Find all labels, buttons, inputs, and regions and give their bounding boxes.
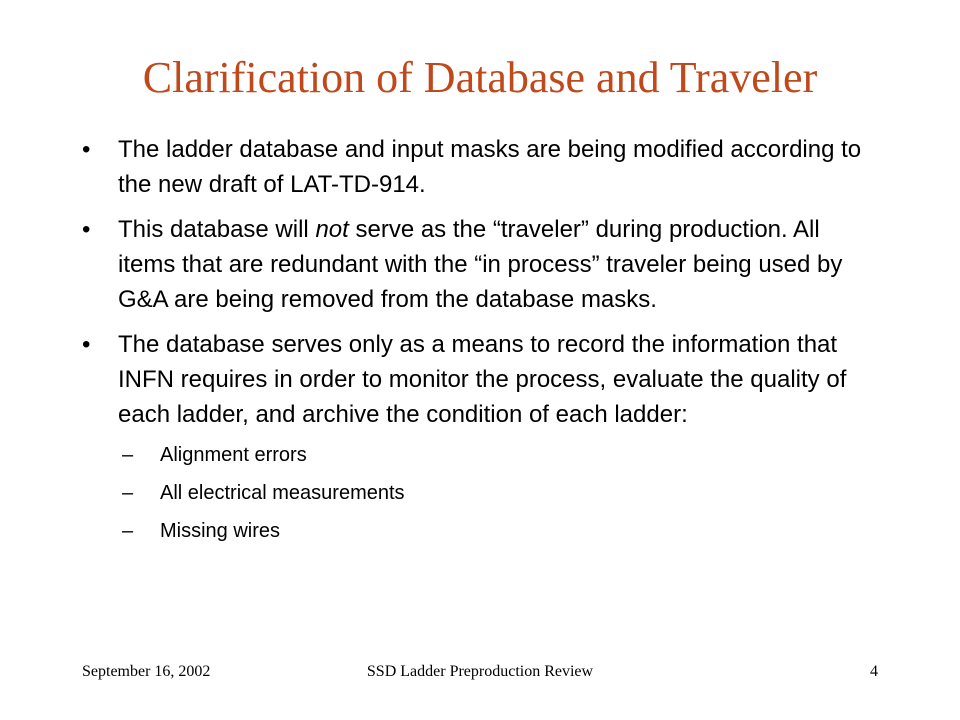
bullet-marker: • xyxy=(82,331,91,358)
footer-page-number: 4 xyxy=(870,663,878,680)
sub-marker: – xyxy=(122,520,134,542)
footer-date: September 16, 2002 xyxy=(82,663,211,680)
bullet-item-1 xyxy=(82,132,882,202)
slide-body xyxy=(82,132,882,556)
bullet-item-3 xyxy=(82,327,882,432)
bullet-text-after: serve as the “traveler” during production. All items that are redundant with the “in process” traveler being used by G&A are being removed from the database masks. xyxy=(118,216,843,313)
sub-list xyxy=(82,442,882,544)
sub-item-text: Alignment errors xyxy=(160,444,307,466)
sub-marker: – xyxy=(122,482,134,504)
sub-item-electrical-measurements xyxy=(82,480,882,506)
bullet-marker: • xyxy=(82,136,91,163)
bullet-marker: • xyxy=(82,216,91,243)
bullet-text: The database serves only as a means to record the information that INFN requires in order to monitor the process, evaluate the quality of each ladder, and archive the condition of each ladder: xyxy=(118,331,847,428)
bullet-item-2 xyxy=(82,212,882,317)
sub-item-alignment-errors xyxy=(82,442,882,468)
sub-item-text: All electrical measurements xyxy=(160,482,405,504)
footer-title: SSD Ladder Preproduction Review xyxy=(366,663,594,680)
sub-marker: – xyxy=(122,444,134,466)
sub-item-text: Missing wires xyxy=(160,520,281,542)
slide-title: Clarification of Database and Traveler xyxy=(142,53,818,102)
bullet-text: The ladder database and input masks are being modified according to the new draft of LAT-TD-914. xyxy=(118,136,862,198)
bullet-text-before: This database will xyxy=(118,216,316,243)
bullet-emphasis: not xyxy=(315,216,349,243)
sub-item-missing-wires xyxy=(82,518,882,544)
